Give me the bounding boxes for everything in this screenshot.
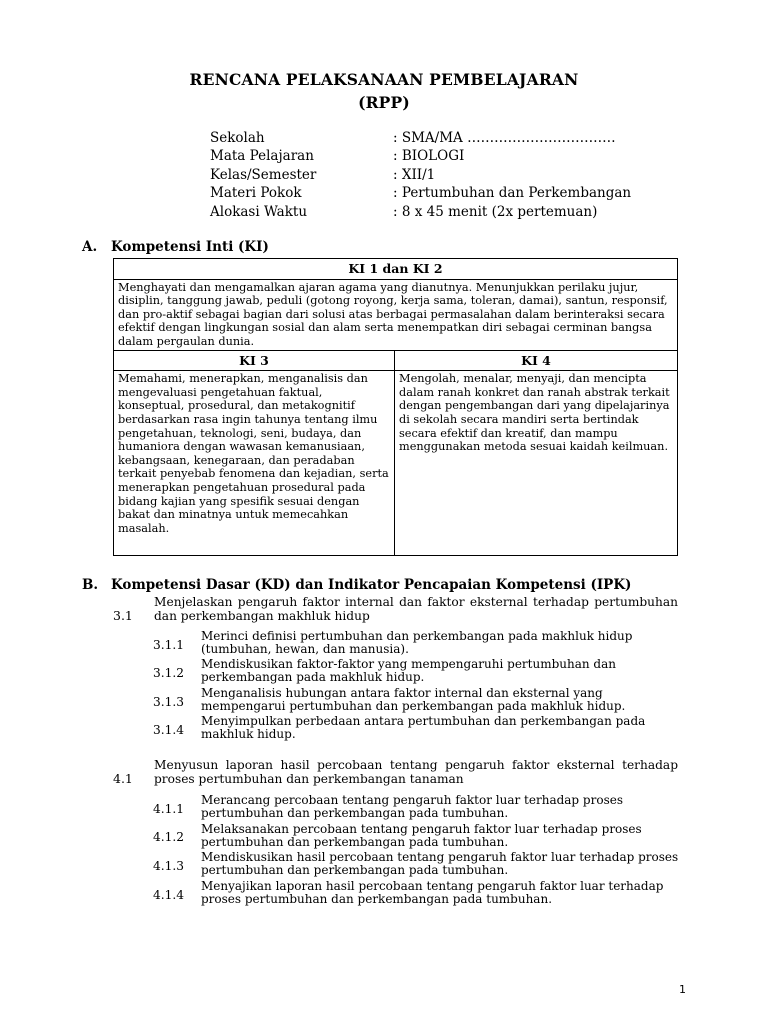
page-number: 1	[679, 983, 686, 996]
ki34-body-row	[114, 371, 678, 556]
ipk-number: 4.1.3	[153, 859, 185, 873]
ipk-text: Melaksanakan percobaan tentang pengaruh faktor luar terhadap proses pertumbuhan dan perkembangan pada tumbuhan.	[201, 822, 642, 850]
info-row-mata-pelajaran	[210, 147, 631, 165]
info-label: Sekolah	[210, 130, 265, 146]
info-value: : SMA/MA ……………………………	[393, 130, 616, 146]
info-label: Mata Pelajaran	[210, 148, 314, 165]
ki4-header: KI 4	[395, 350, 678, 371]
document-title: RENCANA PELAKSANAAN PEMBELAJARAN	[189, 70, 579, 89]
kd-text: Menjelaskan pengaruh faktor internal dan faktor eksternal terhadap pertumbuhan dan perkembangan makhluk hidup	[154, 595, 678, 623]
kd-number: 4.1	[113, 771, 133, 786]
ipk-text: Mendiskusikan faktor-faktor yang mempengaruhi pertumbuhan dan perkembangan pada makhluk hidup.	[201, 657, 616, 685]
ki4-body: Mengolah, menalar, menyaji, dan mencipta dalam ranah konkret dan ranah abstrak terkait dengan pengembangan dari yang dipelajarinya di sekolah secara mandiri serta bertindak secara efektif dan kreatif, dan mampu menggunakan metoda sesuai kaidah keilmuan.	[395, 371, 678, 556]
ki3-header: KI 3	[114, 350, 395, 371]
section-b-heading	[82, 577, 631, 593]
info-value: : BIOLOGI	[393, 148, 465, 165]
info-value: : 8 x 45 menit (2x pertemuan)	[393, 203, 598, 220]
info-block	[210, 129, 631, 221]
info-row-sekolah	[210, 129, 631, 147]
kd-number: 3.1	[113, 608, 133, 623]
document-subtitle: (RPP)	[358, 93, 410, 112]
ki3-body: Memahami, menerapkan, menganalisis dan mengevaluasi pengetahuan faktual, konseptual, prosedural, dan metakognitif berdasarkan rasa ingin tahunya tentang ilmu pengetahuan, teknologi, seni, budaya, dan humaniora dengan wawasan kemanusiaan, kebangsaan, kenegaraan, dan peradaban terkait penyebab fenomena dan kejadian, serta menerapkan pengetahuan prosedural pada bidang kajian yang spesifik sesuai dengan bakat dan minatnya untuk memecahkan masalah.	[114, 371, 395, 556]
kd-text: Menyusun laporan hasil percobaan tentang pengaruh faktor eksternal terhadap proses pertumbuhan dan perkembangan tanaman	[154, 758, 678, 786]
ki12-body: Menghayati dan mengamalkan ajaran agama yang dianutnya. Menunjukkan perilaku jujur, disiplin, tanggung jawab, peduli (gotong royong, kerja sama, toleran, damai), santun, responsif, dan pro-aktif sebagai bagian dari solusi atas berbagai permasalahan dalam berinteraksi secara efektif dengan lingkungan sosial dan alam serta menempatkan diri sebagai cerminan bangsa dalam pergaulan dunia.	[114, 279, 678, 350]
ipk-text: Merinci definisi pertumbuhan dan perkembangan pada makhluk hidup (tumbuhan, hewan, dan manusia).	[201, 629, 633, 657]
ki12-header: KI 1 dan KI 2	[114, 259, 678, 280]
ipk-text: Menyimpulkan perbedaan antara pertumbuhan dan perkembangan pada makhluk hidup.	[201, 714, 646, 742]
section-letter: B.	[82, 577, 99, 593]
ki12-header-row	[114, 259, 678, 280]
ipk-number: 3.1.1	[153, 638, 185, 652]
ipk-text: Mendiskusikan hasil percobaan tentang pengaruh faktor luar terhadap proses pertumbuhan dan perkembangan pada tumbuhan.	[201, 850, 679, 878]
info-value: : Pertumbuhan dan Perkembangan	[393, 185, 632, 202]
ipk-number: 3.1.2	[153, 666, 185, 680]
info-row-materi-pokok	[210, 184, 631, 202]
info-label: Materi Pokok	[210, 185, 302, 202]
info-label: Kelas/Semester	[210, 166, 317, 183]
section-letter: A.	[82, 239, 98, 255]
ipk-number: 3.1.4	[153, 723, 185, 737]
section-title: Kompetensi Inti (KI)	[111, 239, 269, 255]
section-a-heading	[82, 239, 269, 255]
info-value: : XII/1	[393, 166, 436, 183]
ipk-number: 4.1.2	[153, 830, 185, 844]
info-row-kelas-semester	[210, 166, 631, 184]
ipk-text: Menganalisis hubungan antara faktor internal dan eksternal yang mempengarui pertumbuhan dan perkembangan pada makhluk hidup.	[201, 686, 626, 714]
section-title: Kompetensi Dasar (KD) dan Indikator Pencapaian Kompetensi (IPK)	[111, 577, 632, 593]
ipk-number: 3.1.3	[153, 695, 185, 709]
ki34-header-row	[114, 350, 678, 371]
ki12-body-row	[114, 279, 678, 350]
ipk-number: 4.1.1	[153, 802, 185, 816]
ipk-number: 4.1.4	[153, 888, 185, 902]
ipk-text: Merancang percobaan tentang pengaruh faktor luar terhadap proses pertumbuhan dan perkembangan pada tumbuhan.	[201, 793, 623, 821]
ipk-text: Menyajikan laporan hasil percobaan tentang pengaruh faktor luar terhadap proses pertumbuhan dan perkembangan pada tumbuhan.	[201, 879, 664, 907]
info-label: Alokasi Waktu	[210, 203, 308, 220]
ki-table	[113, 258, 678, 556]
info-row-alokasi-waktu	[210, 203, 631, 221]
